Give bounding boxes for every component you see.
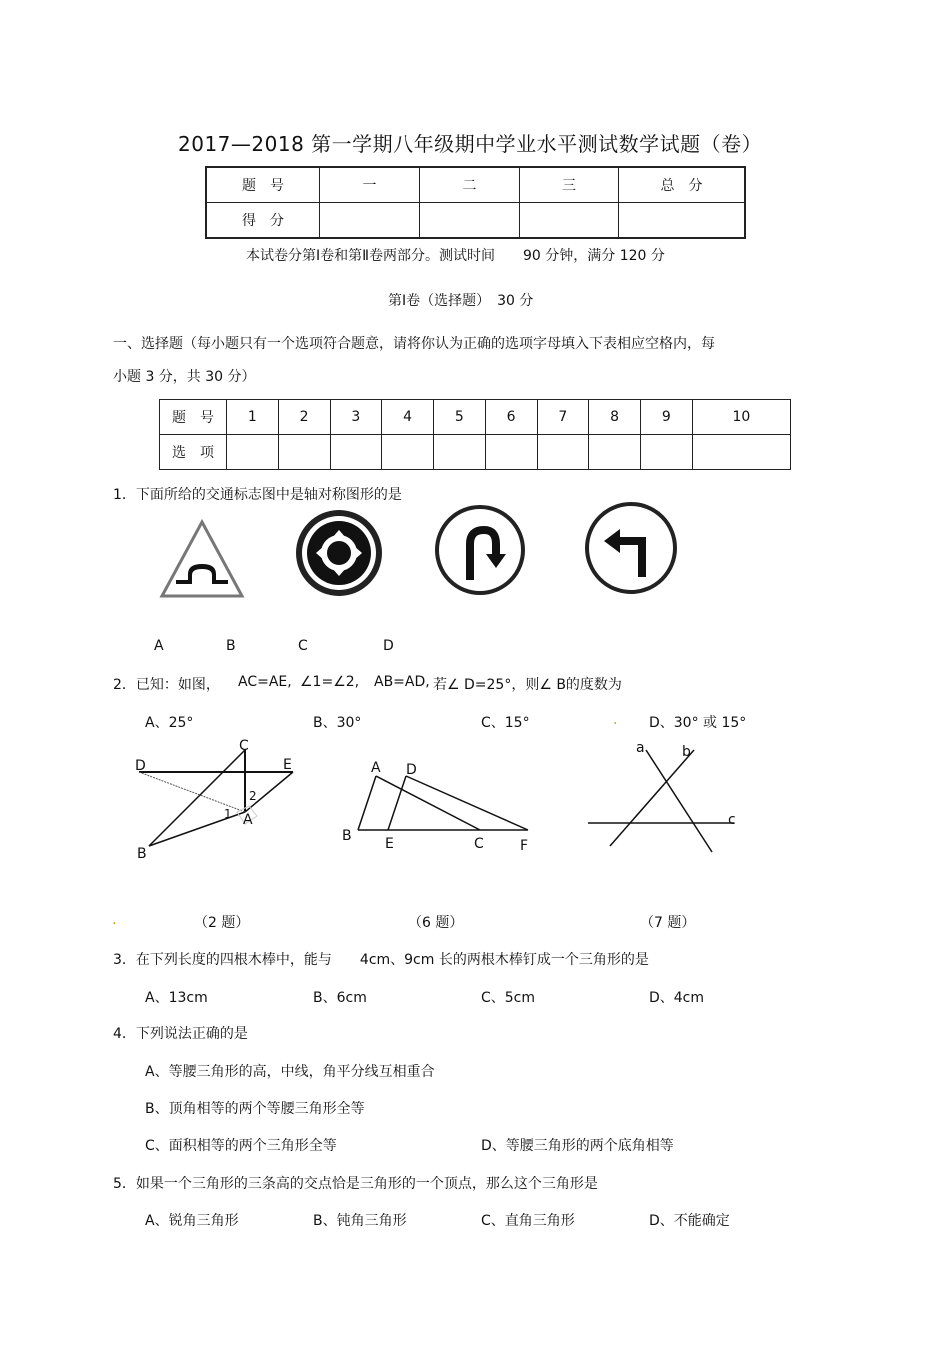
- fig6-label: F: [520, 838, 529, 854]
- fig2-label: E: [283, 757, 292, 773]
- fig2-label: D: [135, 758, 146, 774]
- fig2-label: B: [137, 846, 147, 862]
- figure-caption: （6 题）: [408, 915, 464, 931]
- sign-b-roundabout-icon: [294, 508, 384, 598]
- q4-option: A、等腰三角形的高，中线，角平分线互相重合: [145, 1064, 435, 1080]
- fig6-label: A: [371, 760, 381, 776]
- q3-option: D、4cm: [649, 990, 705, 1006]
- answer-number: 6: [485, 400, 537, 435]
- score-table-cell: 二: [420, 167, 520, 203]
- q2-stem-part: AC=AE,: [238, 674, 292, 690]
- q2-option: D、30° 或 15°: [649, 715, 747, 731]
- q1-option-label: D: [383, 638, 394, 654]
- q5-option: A、锐角三角形: [145, 1213, 239, 1229]
- sign-c-uturn-icon: [434, 504, 526, 596]
- q2-option: C、15°: [481, 715, 530, 731]
- figure-caption: （7 题）: [640, 915, 696, 931]
- fig6-label: E: [385, 836, 394, 852]
- answer-input-cell[interactable]: [692, 435, 790, 470]
- q4-option: B、顶角相等的两个等腰三角形全等: [145, 1101, 365, 1117]
- q2-stem-part: ∠1=∠2,: [300, 674, 360, 690]
- score-table-cell: 题 号: [206, 167, 320, 203]
- q3-option: B、6cm: [313, 990, 367, 1006]
- part1-title: 第Ⅰ卷（选择题） 30 分: [388, 293, 534, 309]
- answer-input-cell[interactable]: [227, 435, 279, 470]
- fig6-label: B: [342, 828, 352, 844]
- answer-table-label: 选 项: [160, 435, 227, 470]
- q1-option-label: B: [226, 638, 236, 654]
- answer-number: 8: [589, 400, 641, 435]
- q3-option: A、13cm: [145, 990, 208, 1006]
- fig6-label: D: [406, 762, 417, 778]
- q5-option: D、不能确定: [649, 1213, 730, 1229]
- q2-option: A、25°: [145, 715, 194, 731]
- page-title: 2017—2018 第一学期八年级期中学业水平测试数学试题（卷）: [178, 132, 763, 156]
- answer-number: 9: [641, 400, 693, 435]
- q2-geometry-figure: [125, 736, 310, 864]
- fig2-label: A: [243, 812, 253, 828]
- score-input-cell[interactable]: [619, 203, 746, 239]
- score-table-cell: 一: [320, 167, 420, 203]
- score-table: [205, 166, 746, 239]
- answer-input-cell[interactable]: [589, 435, 641, 470]
- fig6-label: C: [474, 836, 484, 852]
- answer-table: [159, 399, 791, 470]
- q3-option: C、5cm: [481, 990, 536, 1006]
- q5-option: B、钝角三角形: [313, 1213, 407, 1229]
- score-table-cell: 三: [520, 167, 619, 203]
- answer-input-cell[interactable]: [382, 435, 434, 470]
- answer-input-cell[interactable]: [330, 435, 382, 470]
- score-input-cell[interactable]: [320, 203, 420, 239]
- q4-option: D、等腰三角形的两个底角相等: [481, 1138, 674, 1154]
- score-table-cell: 得 分: [206, 203, 320, 239]
- answer-number: 1: [227, 400, 279, 435]
- exam-intro: 本试卷分第Ⅰ卷和第Ⅱ卷两部分。测试时间 90 分钟，满分 120 分: [246, 248, 665, 264]
- q4-option: C、面积相等的两个三角形全等: [145, 1138, 337, 1154]
- q6-geometry-figure: [340, 758, 540, 858]
- score-input-cell[interactable]: [520, 203, 619, 239]
- score-table-header-row: [206, 167, 745, 203]
- answer-input-cell[interactable]: [485, 435, 537, 470]
- answer-number: 3: [330, 400, 382, 435]
- stray-dot: .: [112, 912, 117, 928]
- section1-instructions-line2: 小题 3 分，共 30 分）: [113, 369, 256, 385]
- answer-number: 4: [382, 400, 434, 435]
- answer-number: 5: [434, 400, 486, 435]
- q2-stem-part: 2．已知：如图，: [113, 677, 220, 693]
- answer-input-cell[interactable]: [537, 435, 589, 470]
- score-table-score-row: [206, 203, 745, 239]
- q1-option-label: A: [154, 638, 164, 654]
- score-input-cell[interactable]: [420, 203, 520, 239]
- stray-dot: .: [613, 712, 618, 728]
- fig7-label: c: [728, 812, 736, 828]
- answer-number: 7: [537, 400, 589, 435]
- q5-option: C、直角三角形: [481, 1213, 575, 1229]
- fig2-label: 1: [224, 807, 232, 821]
- answer-input-cell[interactable]: [434, 435, 486, 470]
- q2-option: B、30°: [313, 715, 362, 731]
- fig7-label: b: [682, 744, 691, 760]
- answer-input-cell[interactable]: [278, 435, 330, 470]
- q1-option-label: C: [298, 638, 308, 654]
- q7-lines-figure: [582, 736, 747, 856]
- q1-stem: 1．下面所给的交通标志图中是轴对称图形的是: [113, 487, 402, 503]
- answer-table-choice-row: [160, 435, 791, 470]
- answer-table-number-row: [160, 400, 791, 435]
- answer-number: 10: [692, 400, 790, 435]
- sign-a-bump-icon: [158, 518, 246, 600]
- q2-stem-part: AB=AD,: [374, 674, 430, 690]
- figure-caption: （2 题）: [194, 915, 250, 931]
- answer-number: 2: [278, 400, 330, 435]
- q5-stem: 5．如果一个三角形的三条高的交点恰是三角形的一个顶点，那么这个三角形是: [113, 1176, 598, 1192]
- q4-stem: 4．下列说法正确的是: [113, 1026, 248, 1042]
- fig7-label: a: [636, 740, 645, 756]
- answer-input-cell[interactable]: [641, 435, 693, 470]
- sign-d-left-turn-icon: [584, 501, 678, 595]
- answer-table-label: 题 号: [160, 400, 227, 435]
- fig2-label: 2: [249, 789, 257, 803]
- score-table-cell: 总 分: [619, 167, 746, 203]
- q2-stem-part: 若∠ D=25°，则∠ B的度数为: [433, 677, 622, 693]
- fig2-label: C: [239, 738, 249, 754]
- section1-instructions-line1: 一、选择题（每小题只有一个选项符合题意，请将你认为正确的选项字母填入下表相应空格内，每: [113, 336, 715, 352]
- q3-stem: 3．在下列长度的四根木棒中，能与 4cm、9cm 长的两根木棒钉成一个三角形的是: [113, 952, 649, 968]
